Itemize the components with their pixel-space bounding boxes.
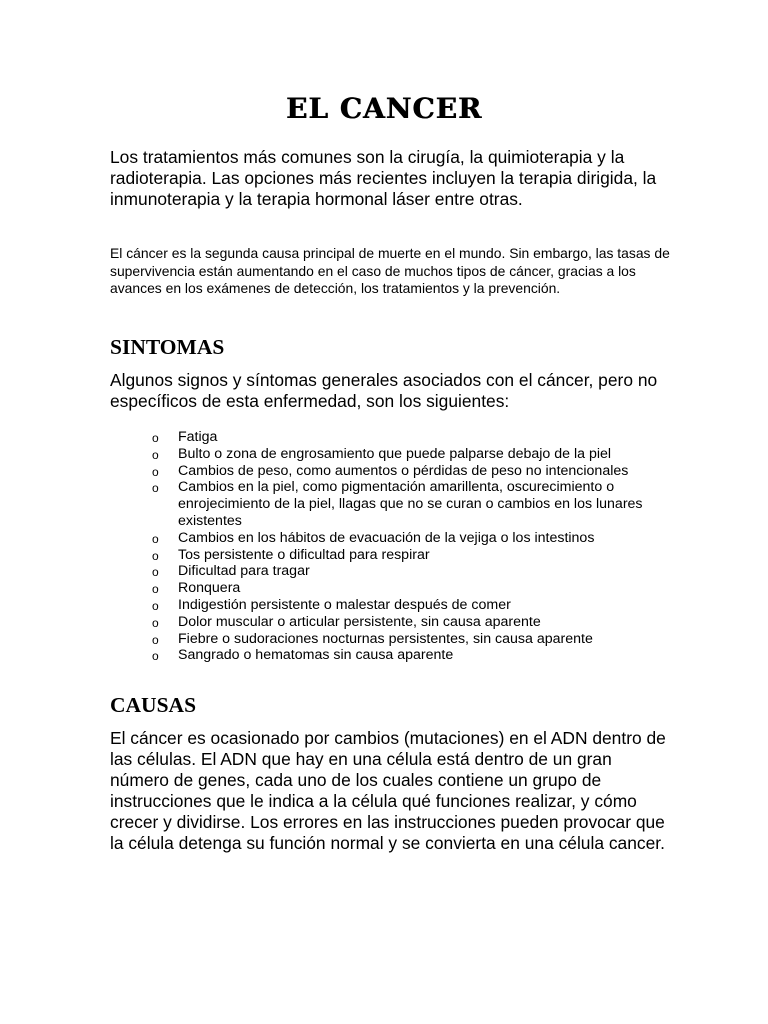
sintomas-intro: Algunos signos y síntomas generales asociados con el cáncer, pero no específicos de esta enfermedad, son los siguientes: — [110, 370, 658, 411]
sintomas-heading: SINTOMAS — [110, 335, 225, 359]
list-item-text: Ronquera — [178, 580, 241, 597]
list-item — [152, 597, 672, 614]
intro-paragraph: Los tratamientos más comunes son la cirugía, la quimioterapia y la radioterapia. Las opciones más recientes incluyen la terapia dirigida, la inmunoterapia y la terapia hormonal láser entre otras. — [110, 147, 657, 209]
bullet-icon: o — [152, 598, 159, 613]
list-item — [152, 580, 672, 597]
mortality-paragraph: El cáncer es la segunda causa principal de muerte en el mundo. Sin embargo, las tasas de supervivencia están aumentando en el caso de muchos tipos de cáncer, gracias a los avances en los exámenes de detección, los tratamientos y la prevención. — [110, 245, 670, 297]
bullet-icon: o — [152, 531, 159, 546]
list-item-text: Bulto o zona de engrosamiento que puede palparse debajo de la piel — [178, 445, 612, 462]
bullet-icon: o — [152, 431, 159, 445]
list-item — [152, 463, 672, 480]
list-item-text: Cambios de peso, como aumentos o pérdidas de peso no intencionales — [178, 462, 629, 479]
list-item-text: Fiebre o sudoraciones nocturnas persistentes, sin causa aparente — [178, 630, 593, 647]
list-item — [152, 647, 672, 664]
list-item — [152, 563, 672, 580]
list-item-text: Cambios en los hábitos de evacuación de la vejiga o los intestinos — [178, 529, 595, 546]
list-item-text: Dolor muscular o articular persistente, sin causa aparente — [178, 613, 541, 630]
list-item — [152, 429, 672, 446]
causas-paragraph: El cáncer es ocasionado por cambios (mutaciones) en el ADN dentro de las células. El ADN que hay en una célula está dentro de un gran número de genes, cada uno de los cuales contiene un grupo de instrucciones que le indica a la célula qué funciones realizar, y cómo crecer y dividirse. Los errores en las instrucciones pueden provocar que la célula detenga su función normal y se convierta en una célula cancer. — [110, 728, 666, 853]
list-item — [152, 530, 672, 547]
list-item — [152, 547, 672, 564]
list-item-text: Fatiga — [178, 429, 218, 445]
symptoms-list — [152, 429, 672, 664]
bullet-icon: o — [152, 481, 159, 496]
bullet-icon: o — [152, 565, 159, 580]
bullet-icon: o — [152, 582, 159, 597]
bullet-icon: o — [152, 447, 159, 462]
bullet-icon: o — [152, 615, 159, 630]
bullet-icon: o — [152, 649, 159, 664]
list-item-text: Tos persistente o dificultad para respirar — [178, 546, 430, 563]
bullet-icon: o — [152, 632, 159, 647]
list-item-text: Dificultad para tragar — [178, 563, 310, 580]
list-item — [152, 479, 672, 529]
list-item-text: Cambios en la piel, como pigmentación amarillenta, oscurecimiento o enrojecimiento de la piel, llagas que no se curan o cambios en los lunares existentes — [178, 479, 643, 529]
bullet-icon: o — [152, 548, 159, 563]
document-title: EL CANCER — [285, 92, 483, 125]
causas-heading: CAUSAS — [110, 693, 197, 717]
bullet-icon: o — [152, 464, 159, 479]
list-item — [152, 631, 672, 648]
list-item-text: Indigestión persistente o malestar después de comer — [178, 596, 511, 613]
list-item — [152, 614, 672, 631]
list-item — [152, 446, 672, 463]
list-item-text: Sangrado o hematomas sin causa aparente — [178, 647, 454, 664]
